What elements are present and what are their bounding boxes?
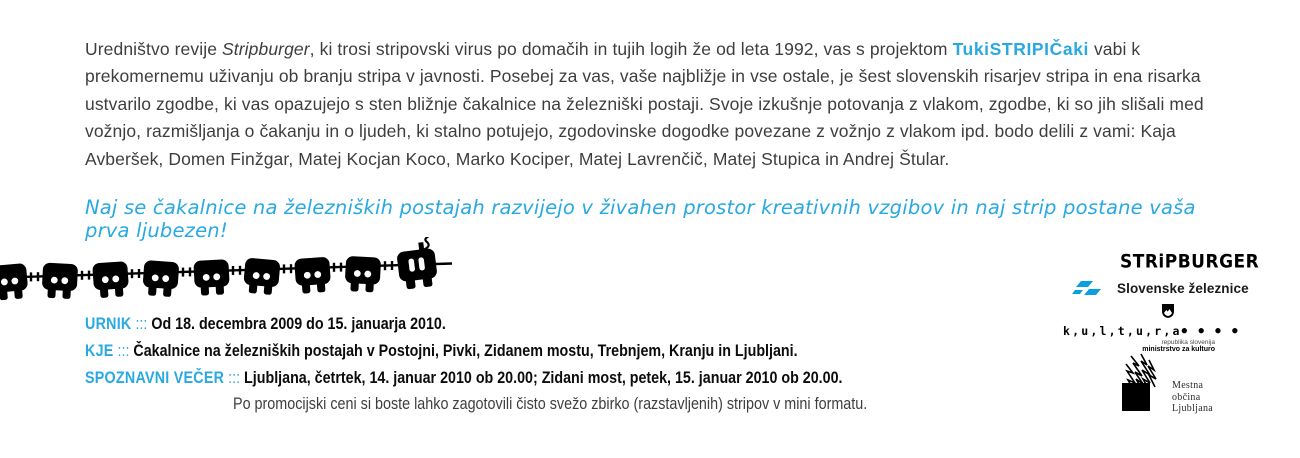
mol-square [1122,383,1150,411]
train-wagons [0,256,381,301]
smoke-icon [425,237,433,249]
promo-note: Po promocijski ceni si boste lahko zagotovili čisto svežo zbirko (razstavljenih) stripov v mini formatu. [233,395,868,413]
schedule-value: Ljubljana, četrtek, 14. januar 2010 ob 20.00; Zidani most, petek, 15. januar 2010 ob 20.00. [244,368,843,387]
kultura-word: k,u,l,t,u,r,a [1063,324,1182,338]
schedule-label: KJE [85,341,114,360]
kultura-dots: ● ● ● ● [1181,326,1241,336]
ministry-line1: republika slovenija [1161,339,1215,346]
schedule-label: URNIK [85,314,132,333]
dragon-scribble-icon [1093,352,1171,412]
intro-paragraph [85,36,1218,173]
project-name: TukiSTRIPIČaki [952,39,1089,59]
schedule-row-urnik [85,314,842,341]
magazine-name: Stripburger [222,39,310,59]
mol-logo [1093,352,1233,412]
ministry-line2: ministrstvo za kulturo [1142,345,1215,353]
schedule-row-kje [85,341,842,368]
kultura-logo [1063,324,1241,353]
coat-of-arms-icon [1161,303,1175,319]
locomotive [395,237,438,290]
speed-arrows-icon [1070,279,1110,297]
schedule-value: Čakalnice na železniških postajah v Postojni, Pivki, Zidanem mostu, Trebnjem, Kranju in Ljubljani. [133,341,798,360]
stripburger-logo: STRiPBURGER [1120,251,1260,273]
separator: ::: [228,368,241,387]
intro-text-1: Uredništvo revije [85,39,222,59]
separator: ::: [117,341,130,360]
mol-line2: Ljubljana [1172,403,1214,414]
slovenske-zeleznice-logo [1070,279,1249,297]
schedule-row-spoznavni-vecer [85,368,842,395]
train-illustration [0,237,460,303]
separator: ::: [135,314,148,333]
slogan-text: Naj se čakalnice na železniških postajah razvijejo v živahen prostor kreativnih vzgibov in naj strip postane vaša prva ljubezen! [85,196,1196,242]
intro-text-2: , ki trosi stripovski virus po domačih in tujih logih že od leta 1992, vas s projektom [309,39,953,59]
intro-text-3: vabi k prekomernemu uživanju ob branju stripa v javnosti. Posebej za vas, vaše najbližje in vse ostale, je šest slovenskih risarjev stripa in ena risarka ustvarilo zgodbe, ki vas opazujejo s sten bližnje čakalnice na železniški postaji. Svoje izkušnje potovanja z vlakom, zgodbe, ki so jih slišali med vožnjo, razmišljanja o čakanju in o ljudeh, ki stalno potujejo, zgodovinske dogodke povezane z vožnjo z vlakom ipd. bodo delili z vami: Kaja Avberšek, Domen Finžgar, Matej Kocjan Koco, Marko Kociper, Matej Lavrenčič, Matej Stupica in Andrej Štular. [85,39,1204,169]
schedule-block [85,314,987,395]
slovenske-zeleznice-label: Slovenske železnice [1117,280,1249,296]
schedule-label: SPOZNAVNI VEČER [85,368,225,387]
mol-line1: Mestna občina [1172,380,1204,403]
mol-caption [1172,380,1233,415]
kultura-letters [1063,324,1241,338]
schedule-value: Od 18. decembra 2009 do 15. januarja 2010. [151,314,446,333]
